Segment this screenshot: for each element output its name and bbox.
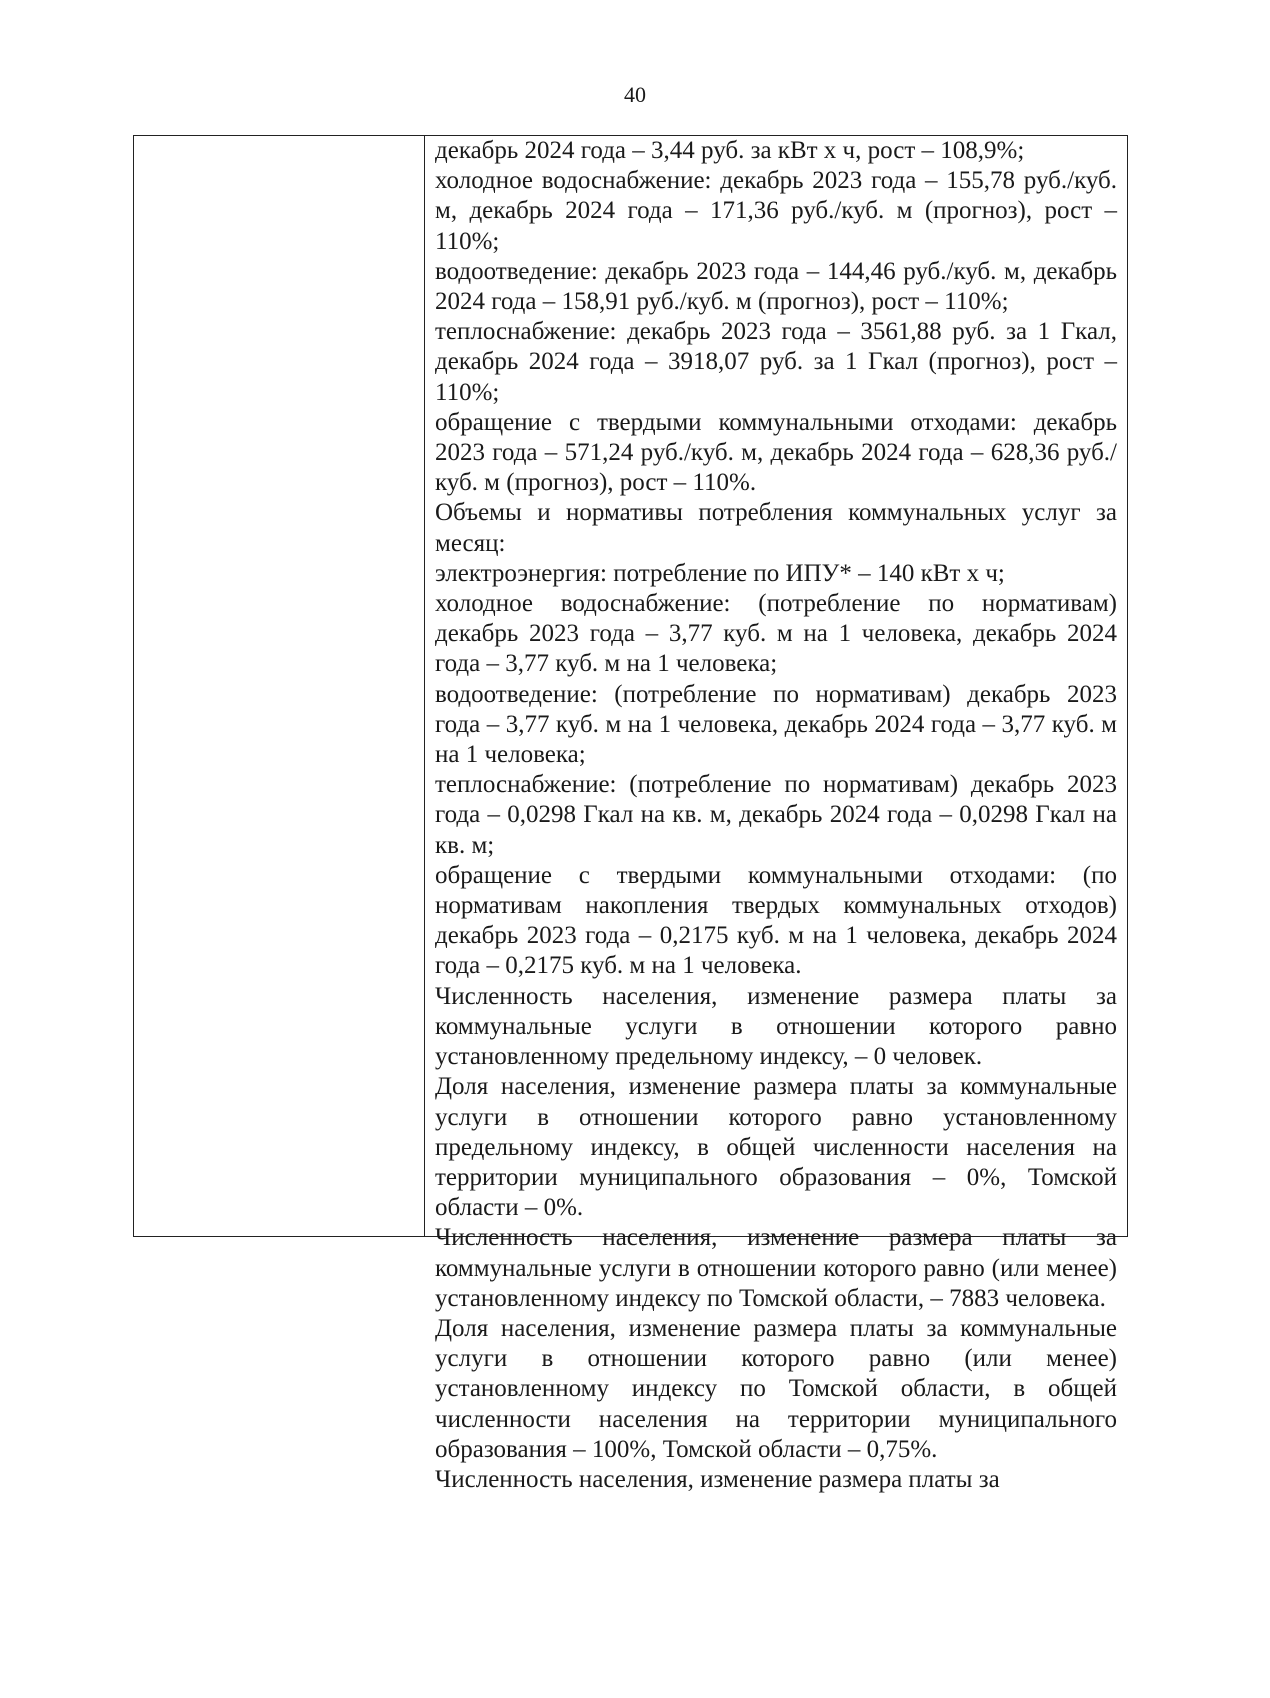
paragraph-share-limit-index: Доля населения, изменение размера платы за коммунальные услуги в отношении которого равно установленному предельному индексу, в общей численности населения на территории муниципального образования – 0%, Томской области – 0%. — [435, 1073, 1117, 1222]
paragraph-share-regional-index: Доля населения, изменение размера платы за коммунальные услуги в отношении которого равно (или менее) установленному индексу по Томской области, в общей численности населения на территории муниципального образования – 100%, Томской области – 0,75%. — [435, 1314, 1117, 1463]
paragraph-volumes-heading: Объемы и нормативы потребления коммунальных услуг за месяц: — [435, 499, 1117, 557]
paragraph-drainage-volume: водоотведение: (потребление по нормативам) декабрь 2023 года – 3,77 куб. м на 1 человека, декабрь 2024 года – 3,77 куб. м на 1 человека; — [435, 680, 1117, 769]
paragraph-electricity-volume: электроэнергия: потребление по ИПУ* – 140 кВт х ч; — [435, 559, 1005, 587]
paragraph-electricity-tariff: декабрь 2024 года – 3,44 руб. за кВт х ч, рост – 108,9%; — [435, 137, 1025, 164]
paragraph-cold-water-tariff: холодное водоснабжение: декабрь 2023 года – 155,78 руб./куб. м, декабрь 2024 года – 171,36 руб./куб. м (прогноз), рост – 110%; — [435, 167, 1117, 255]
paragraph-population-continued: Численность населения, изменение размера платы за — [435, 1465, 1000, 1493]
paragraph-heating-tariff: теплоснабжение: декабрь 2023 года – 3561,88 руб. за 1 Гкал, декабрь 2024 года – 3918,07 руб. за 1 Гкал (прогноз), рост – 110%; — [435, 318, 1117, 406]
document-table — [133, 135, 1128, 1493]
paragraph-drainage-tariff: водоотведение: декабрь 2023 года – 144,46 руб./куб. м, декабрь 2024 года – 158,91 руб./куб. м (прогноз), рост – 110%; — [435, 257, 1117, 316]
paragraph-population-limit-index: Численность населения, изменение размера платы за коммунальные услуги в отношении которого равно установленному предельному индексу, – 0 человек. — [435, 982, 1117, 1071]
paragraph-cold-water-volume: холодное водоснабжение: (потребление по нормативам) декабрь 2023 года – 3,77 куб. м на 1 человека, декабрь 2024 года – 3,77 куб. м на 1 человека; — [435, 590, 1117, 678]
paragraph-waste-volume: обращение с твердыми коммунальными отходами: (по нормативам накопления твердых коммунальных отходов) декабрь 2023 года – 0,2175 куб. м на 1 человека, декабрь 2024 года – 0,2175 куб. м на 1 человека. — [435, 861, 1117, 980]
paragraph-heating-volume: теплоснабжение: (потребление по нормативам) декабрь 2023 года – 0,0298 Гкал на кв. м, декабрь 2024 года – 0,0298 Гкал на кв. м; — [435, 771, 1117, 859]
table-right-cell — [425, 136, 1127, 1493]
table-left-cell — [134, 136, 425, 1236]
paragraph-population-regional-index: Численность населения, изменение размера платы за коммунальные услуги в отношении которого равно (или менее) установленному индексу по Томской области, – 7883 человека. — [435, 1224, 1117, 1312]
page-number: 40 — [624, 82, 646, 107]
paragraph-waste-tariff: обращение с твердыми коммунальными отходами: декабрь 2023 года – 571,24 руб./куб. м, декабрь 2024 года – 628,36 руб./куб. м (прогноз), рост – 110%. — [435, 408, 1117, 497]
